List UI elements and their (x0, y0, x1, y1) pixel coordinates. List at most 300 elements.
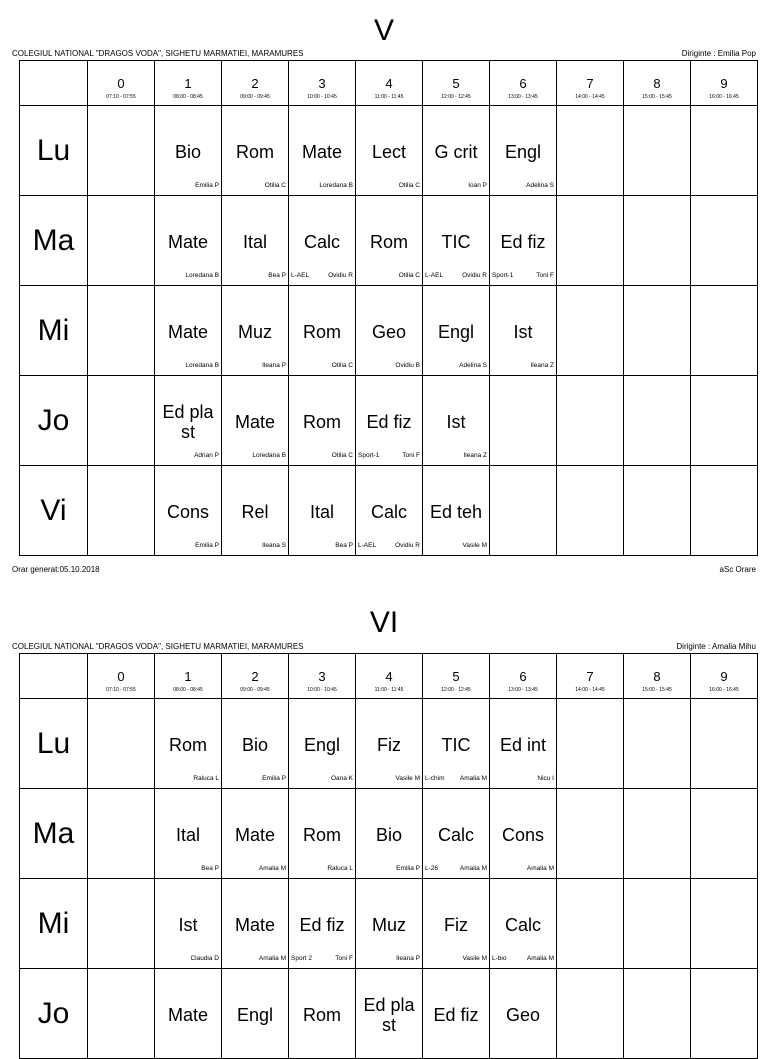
lesson-teacher: Ileana S (262, 542, 286, 549)
lesson-cell (356, 376, 423, 466)
lesson-details (224, 182, 286, 190)
day-row (20, 879, 758, 969)
lesson-cell (289, 699, 356, 789)
lesson-teacher: Ovidiu B (395, 362, 420, 369)
lesson-details (224, 542, 286, 550)
period-time: 08:00 - 08:45 (173, 94, 203, 100)
empty-cell (88, 969, 155, 1059)
period-time: 11:00 - 11:45 (374, 94, 404, 100)
period-header (289, 654, 356, 699)
period-number: 8 (653, 669, 661, 684)
period-header (691, 61, 758, 106)
lesson-details (157, 955, 219, 963)
lesson-details (425, 362, 487, 370)
period-time: 09:00 - 09:45 (240, 94, 270, 100)
period-number: 9 (720, 76, 728, 91)
empty-cell (557, 466, 624, 556)
empty-cell (691, 106, 758, 196)
day-cell (20, 196, 88, 286)
lesson-details (358, 775, 420, 783)
lesson-details (224, 865, 286, 873)
period-number: 0 (117, 669, 125, 684)
lesson-teacher: Vasile M (462, 955, 487, 962)
lesson-subject: TIC (441, 232, 471, 252)
empty-cell (88, 106, 155, 196)
lesson-details (157, 362, 219, 370)
lesson-subject: Ital (242, 232, 267, 252)
lesson-subject: Rom (369, 232, 408, 252)
lesson-room: L-26 (425, 865, 439, 872)
day-row (20, 789, 758, 879)
diriginte-label: Diriginte : Emilia Pop (681, 49, 756, 58)
period-time: 11:00 - 11:45 (374, 687, 404, 693)
empty-cell (557, 106, 624, 196)
day-name: Jo (37, 403, 70, 437)
empty-cell (557, 969, 624, 1059)
lesson-room: L-AEL (291, 272, 310, 279)
lesson-subject: Lect (371, 142, 407, 162)
lesson-details (492, 865, 554, 873)
lesson-cell (155, 376, 222, 466)
empty-cell (624, 196, 691, 286)
lesson-details (425, 452, 487, 460)
lesson-teacher: Loredana B (319, 182, 353, 189)
lesson-subject: Ed fiz (366, 412, 412, 432)
period-header (222, 654, 289, 699)
lesson-cell (490, 286, 557, 376)
lesson-cell (289, 466, 356, 556)
empty-cell (624, 376, 691, 466)
lesson-teacher: Loredana B (185, 272, 219, 279)
lesson-subject: Rom (302, 825, 341, 845)
empty-cell (691, 699, 758, 789)
lesson-room: L-chim (425, 775, 445, 782)
lesson-subject: Ist (446, 412, 466, 432)
lesson-details (358, 362, 420, 370)
lesson-cell (155, 969, 222, 1059)
lesson-teacher: Amalia M (459, 775, 487, 782)
lesson-cell (289, 286, 356, 376)
empty-cell (557, 789, 624, 879)
empty-cell (88, 789, 155, 879)
lesson-cell (423, 879, 490, 969)
lesson-subject: Fiz (377, 735, 401, 755)
lesson-details (358, 272, 420, 280)
day-cell (20, 699, 88, 789)
lesson-cell (356, 699, 423, 789)
lesson-details (224, 362, 286, 370)
lesson-teacher: Ileana P (396, 955, 420, 962)
lesson-details (358, 182, 420, 190)
lesson-subject: Ist (178, 915, 198, 935)
lesson-subject: Mate (167, 232, 209, 252)
lesson-cell (490, 969, 557, 1059)
lesson-teacher: Claudia D (190, 955, 219, 962)
day-row (20, 286, 758, 376)
lesson-subject: Calc (303, 232, 340, 252)
lesson-subject: Muz (237, 322, 272, 342)
empty-cell (691, 376, 758, 466)
lesson-subject: Geo (505, 1005, 541, 1025)
lesson-subject: Rom (302, 412, 341, 432)
timetable-class-title: V (373, 14, 394, 47)
lesson-teacher: Loredana B (185, 362, 219, 369)
day-cell (20, 969, 88, 1059)
lesson-teacher: Nicu I (537, 775, 554, 782)
day-name: Mi (37, 313, 70, 347)
lesson-cell (222, 789, 289, 879)
lesson-subject: Ed pla st (162, 402, 214, 442)
lesson-details (291, 272, 353, 280)
lesson-subject: Ed int (499, 735, 547, 755)
school-name: COLEGIUL NATIONAL "DRAGOS VODA", SIGHETU MARMATIEI, MARAMURES (12, 642, 304, 651)
empty-cell (88, 699, 155, 789)
period-time: 16:00 - 16:45 (709, 94, 739, 100)
period-time: 07:10 - 07:55 (106, 687, 136, 693)
timetable-class-title: VI (369, 606, 399, 639)
day-cell (20, 466, 88, 556)
period-header (490, 654, 557, 699)
lesson-subject: Mate (234, 825, 276, 845)
lesson-room: L-AEL (358, 542, 377, 549)
day-cell (20, 106, 88, 196)
empty-cell (624, 789, 691, 879)
timetable-grid (19, 60, 758, 556)
day-row (20, 466, 758, 556)
period-header (88, 654, 155, 699)
lesson-room: L-bio (492, 955, 507, 962)
corner-cell (20, 61, 88, 106)
lesson-subject: Rom (302, 322, 341, 342)
lesson-cell (423, 376, 490, 466)
lesson-details (291, 865, 353, 873)
empty-cell (88, 286, 155, 376)
period-number: 7 (586, 76, 594, 91)
lesson-cell (490, 196, 557, 286)
lesson-cell (423, 699, 490, 789)
lesson-cell (490, 106, 557, 196)
lesson-cell (356, 969, 423, 1059)
lesson-cell (222, 106, 289, 196)
lesson-subject: Muz (371, 915, 406, 935)
period-time: 16:00 - 16:45 (709, 687, 739, 693)
day-name: Lu (36, 726, 71, 760)
period-number: 4 (385, 669, 393, 684)
lesson-teacher: Otilia C (331, 452, 353, 459)
lesson-teacher: Otilia C (331, 362, 353, 369)
period-header (356, 654, 423, 699)
lesson-cell (356, 879, 423, 969)
lesson-room: Sport-1 (492, 272, 514, 279)
lesson-teacher: Adrian P (194, 452, 219, 459)
lesson-cell (423, 789, 490, 879)
lesson-teacher: Toni F (335, 955, 353, 962)
lesson-cell (289, 969, 356, 1059)
day-row (20, 376, 758, 466)
day-name: Lu (36, 133, 71, 167)
lesson-subject: Mate (234, 915, 276, 935)
period-time: 14:00 - 14:45 (575, 687, 605, 693)
lesson-subject: Engl (236, 1005, 274, 1025)
lesson-room: Sport-1 (358, 452, 380, 459)
lesson-room: L-AEL (425, 272, 444, 279)
lesson-details (492, 182, 554, 190)
lesson-details (224, 272, 286, 280)
period-header (624, 61, 691, 106)
period-number: 5 (452, 76, 460, 91)
empty-cell (88, 879, 155, 969)
lesson-cell (490, 699, 557, 789)
lesson-teacher: Vasile M (395, 775, 420, 782)
empty-cell (691, 969, 758, 1059)
empty-cell (88, 466, 155, 556)
lesson-cell (155, 196, 222, 286)
lesson-subject: Geo (371, 322, 407, 342)
lesson-cell (222, 699, 289, 789)
period-time: 13:00 - 13:45 (508, 94, 538, 100)
period-header (423, 654, 490, 699)
lesson-details (291, 775, 353, 783)
lesson-subject: Ist (513, 322, 533, 342)
lesson-details (492, 775, 554, 783)
day-cell (20, 789, 88, 879)
empty-cell (624, 969, 691, 1059)
lesson-subject: Calc (437, 825, 474, 845)
period-number: 6 (519, 76, 527, 91)
period-number: 1 (184, 76, 192, 91)
lesson-details (358, 542, 420, 550)
lesson-subject: Rom (302, 1005, 341, 1025)
empty-cell (624, 699, 691, 789)
generated-date: Orar generat:05.10.2018 (12, 565, 100, 574)
lesson-details (157, 865, 219, 873)
lesson-teacher: Bea P (201, 865, 219, 872)
lesson-teacher: Otilia C (398, 182, 420, 189)
lesson-teacher: Amalia M (459, 865, 487, 872)
lesson-details (425, 272, 487, 280)
period-header (624, 654, 691, 699)
school-name: COLEGIUL NATIONAL "DRAGOS VODA", SIGHETU MARMATIEI, MARAMURES (12, 49, 304, 58)
lesson-subject: Ed fiz (433, 1005, 479, 1025)
period-header (691, 654, 758, 699)
lesson-details (358, 955, 420, 963)
day-row (20, 196, 758, 286)
lesson-teacher: Raluca L (327, 865, 353, 872)
lesson-teacher: Ovidiu R (462, 272, 487, 279)
period-number: 2 (251, 76, 259, 91)
empty-cell (624, 286, 691, 376)
lesson-teacher: Toni F (402, 452, 420, 459)
lesson-teacher: Amalia M (258, 955, 286, 962)
lesson-subject: Mate (167, 1005, 209, 1025)
lesson-subject: Rel (241, 502, 269, 522)
lesson-cell (222, 466, 289, 556)
lesson-cell (155, 466, 222, 556)
lesson-cell (222, 879, 289, 969)
empty-cell (88, 376, 155, 466)
period-time: 12:00 - 12:45 (441, 94, 471, 100)
lesson-details (157, 182, 219, 190)
lesson-teacher: Emilia P (396, 865, 420, 872)
lesson-subject: Cons (501, 825, 545, 845)
empty-cell (88, 196, 155, 286)
lesson-teacher: Vasile M (462, 542, 487, 549)
lesson-cell (289, 196, 356, 286)
day-name: Ma (32, 816, 75, 850)
empty-cell (691, 879, 758, 969)
lesson-subject: Rom (168, 735, 207, 755)
lesson-teacher: Amalia M (526, 955, 554, 962)
lesson-details (492, 272, 554, 280)
lesson-subject: Engl (504, 142, 542, 162)
lesson-details (425, 182, 487, 190)
lesson-details (291, 182, 353, 190)
lesson-cell (222, 196, 289, 286)
lesson-details (291, 452, 353, 460)
period-time: 10:00 - 10:45 (307, 687, 337, 693)
header-row (20, 654, 758, 699)
lesson-details (291, 955, 353, 963)
lesson-details (291, 542, 353, 550)
lesson-details (224, 775, 286, 783)
lesson-teacher: Otilia C (398, 272, 420, 279)
lesson-teacher: Ovidiu R (395, 542, 420, 549)
lesson-cell (289, 789, 356, 879)
period-time: 07:10 - 07:55 (106, 94, 136, 100)
period-header (222, 61, 289, 106)
empty-cell (557, 286, 624, 376)
lesson-cell (356, 196, 423, 286)
period-time: 08:00 - 08:45 (173, 687, 203, 693)
period-time: 12:00 - 12:45 (441, 687, 471, 693)
lesson-details (492, 955, 554, 963)
lesson-teacher: Amalia M (526, 865, 554, 872)
lesson-cell (423, 286, 490, 376)
empty-cell (557, 699, 624, 789)
lesson-cell (423, 969, 490, 1059)
lesson-teacher: Emilia P (195, 542, 219, 549)
lesson-teacher: Adelina S (459, 362, 487, 369)
lesson-subject: Fiz (444, 915, 468, 935)
lesson-cell (490, 789, 557, 879)
lesson-cell (356, 789, 423, 879)
corner-cell (20, 654, 88, 699)
empty-cell (557, 196, 624, 286)
period-number: 5 (452, 669, 460, 684)
lesson-cell (222, 286, 289, 376)
lesson-details (157, 452, 219, 460)
period-header (155, 654, 222, 699)
lesson-subject: Ed fiz (299, 915, 345, 935)
lesson-teacher: Raluca L (193, 775, 219, 782)
lesson-cell (289, 106, 356, 196)
lesson-teacher: Otilia C (264, 182, 286, 189)
period-header (557, 654, 624, 699)
empty-cell (691, 789, 758, 879)
software-credit: aSc Orare (719, 565, 756, 574)
day-row (20, 969, 758, 1059)
period-time: 09:00 - 09:45 (240, 687, 270, 693)
period-header (490, 61, 557, 106)
day-name: Ma (32, 223, 75, 257)
period-number: 0 (117, 76, 125, 91)
lesson-teacher: Ileana Z (463, 452, 487, 459)
day-name: Vi (40, 493, 67, 527)
period-header (289, 61, 356, 106)
lesson-cell (155, 106, 222, 196)
day-row (20, 106, 758, 196)
lesson-details (224, 955, 286, 963)
day-cell (20, 879, 88, 969)
lesson-subject: Calc (370, 502, 407, 522)
lesson-cell (423, 466, 490, 556)
lesson-subject: Ital (175, 825, 200, 845)
timetable-grid (19, 653, 758, 1059)
empty-cell (624, 879, 691, 969)
lesson-details (358, 865, 420, 873)
lesson-teacher: Ovidiu R (328, 272, 353, 279)
lesson-cell (356, 286, 423, 376)
period-time: 10:00 - 10:45 (307, 94, 337, 100)
lesson-cell (289, 879, 356, 969)
period-number: 7 (586, 669, 594, 684)
lesson-details (425, 775, 487, 783)
empty-cell (624, 106, 691, 196)
lesson-subject: Mate (301, 142, 343, 162)
lesson-subject: Ed fiz (500, 232, 546, 252)
lesson-subject: Bio (241, 735, 268, 755)
period-time: 13:00 - 13:45 (508, 687, 538, 693)
lesson-teacher: Ioan P (468, 182, 487, 189)
period-number: 3 (318, 669, 326, 684)
period-number: 1 (184, 669, 192, 684)
lesson-room: Sport 2 (291, 955, 312, 962)
empty-cell (490, 466, 557, 556)
lesson-details (224, 452, 286, 460)
lesson-teacher: Adelina S (526, 182, 554, 189)
lesson-teacher: Loredana B (252, 452, 286, 459)
period-header (557, 61, 624, 106)
lesson-subject: Rom (235, 142, 274, 162)
lesson-teacher: Oana K (330, 775, 353, 782)
lesson-subject: Ital (309, 502, 334, 522)
lesson-details (425, 955, 487, 963)
period-number: 8 (653, 76, 661, 91)
lesson-subject: TIC (441, 735, 471, 755)
lesson-cell (155, 286, 222, 376)
lesson-subject: Cons (166, 502, 210, 522)
period-time: 15:00 - 15:45 (642, 94, 672, 100)
header-row (20, 61, 758, 106)
period-header (155, 61, 222, 106)
lesson-subject: Engl (437, 322, 475, 342)
lesson-cell (222, 376, 289, 466)
period-header (88, 61, 155, 106)
lesson-cell (423, 106, 490, 196)
empty-cell (691, 286, 758, 376)
lesson-details (157, 272, 219, 280)
period-number: 2 (251, 669, 259, 684)
day-cell (20, 376, 88, 466)
empty-cell (691, 196, 758, 286)
lesson-subject: Mate (167, 322, 209, 342)
lesson-cell (356, 106, 423, 196)
empty-cell (691, 466, 758, 556)
period-header (356, 61, 423, 106)
lesson-teacher: Bea P (268, 272, 286, 279)
lesson-cell (289, 376, 356, 466)
empty-cell (557, 376, 624, 466)
